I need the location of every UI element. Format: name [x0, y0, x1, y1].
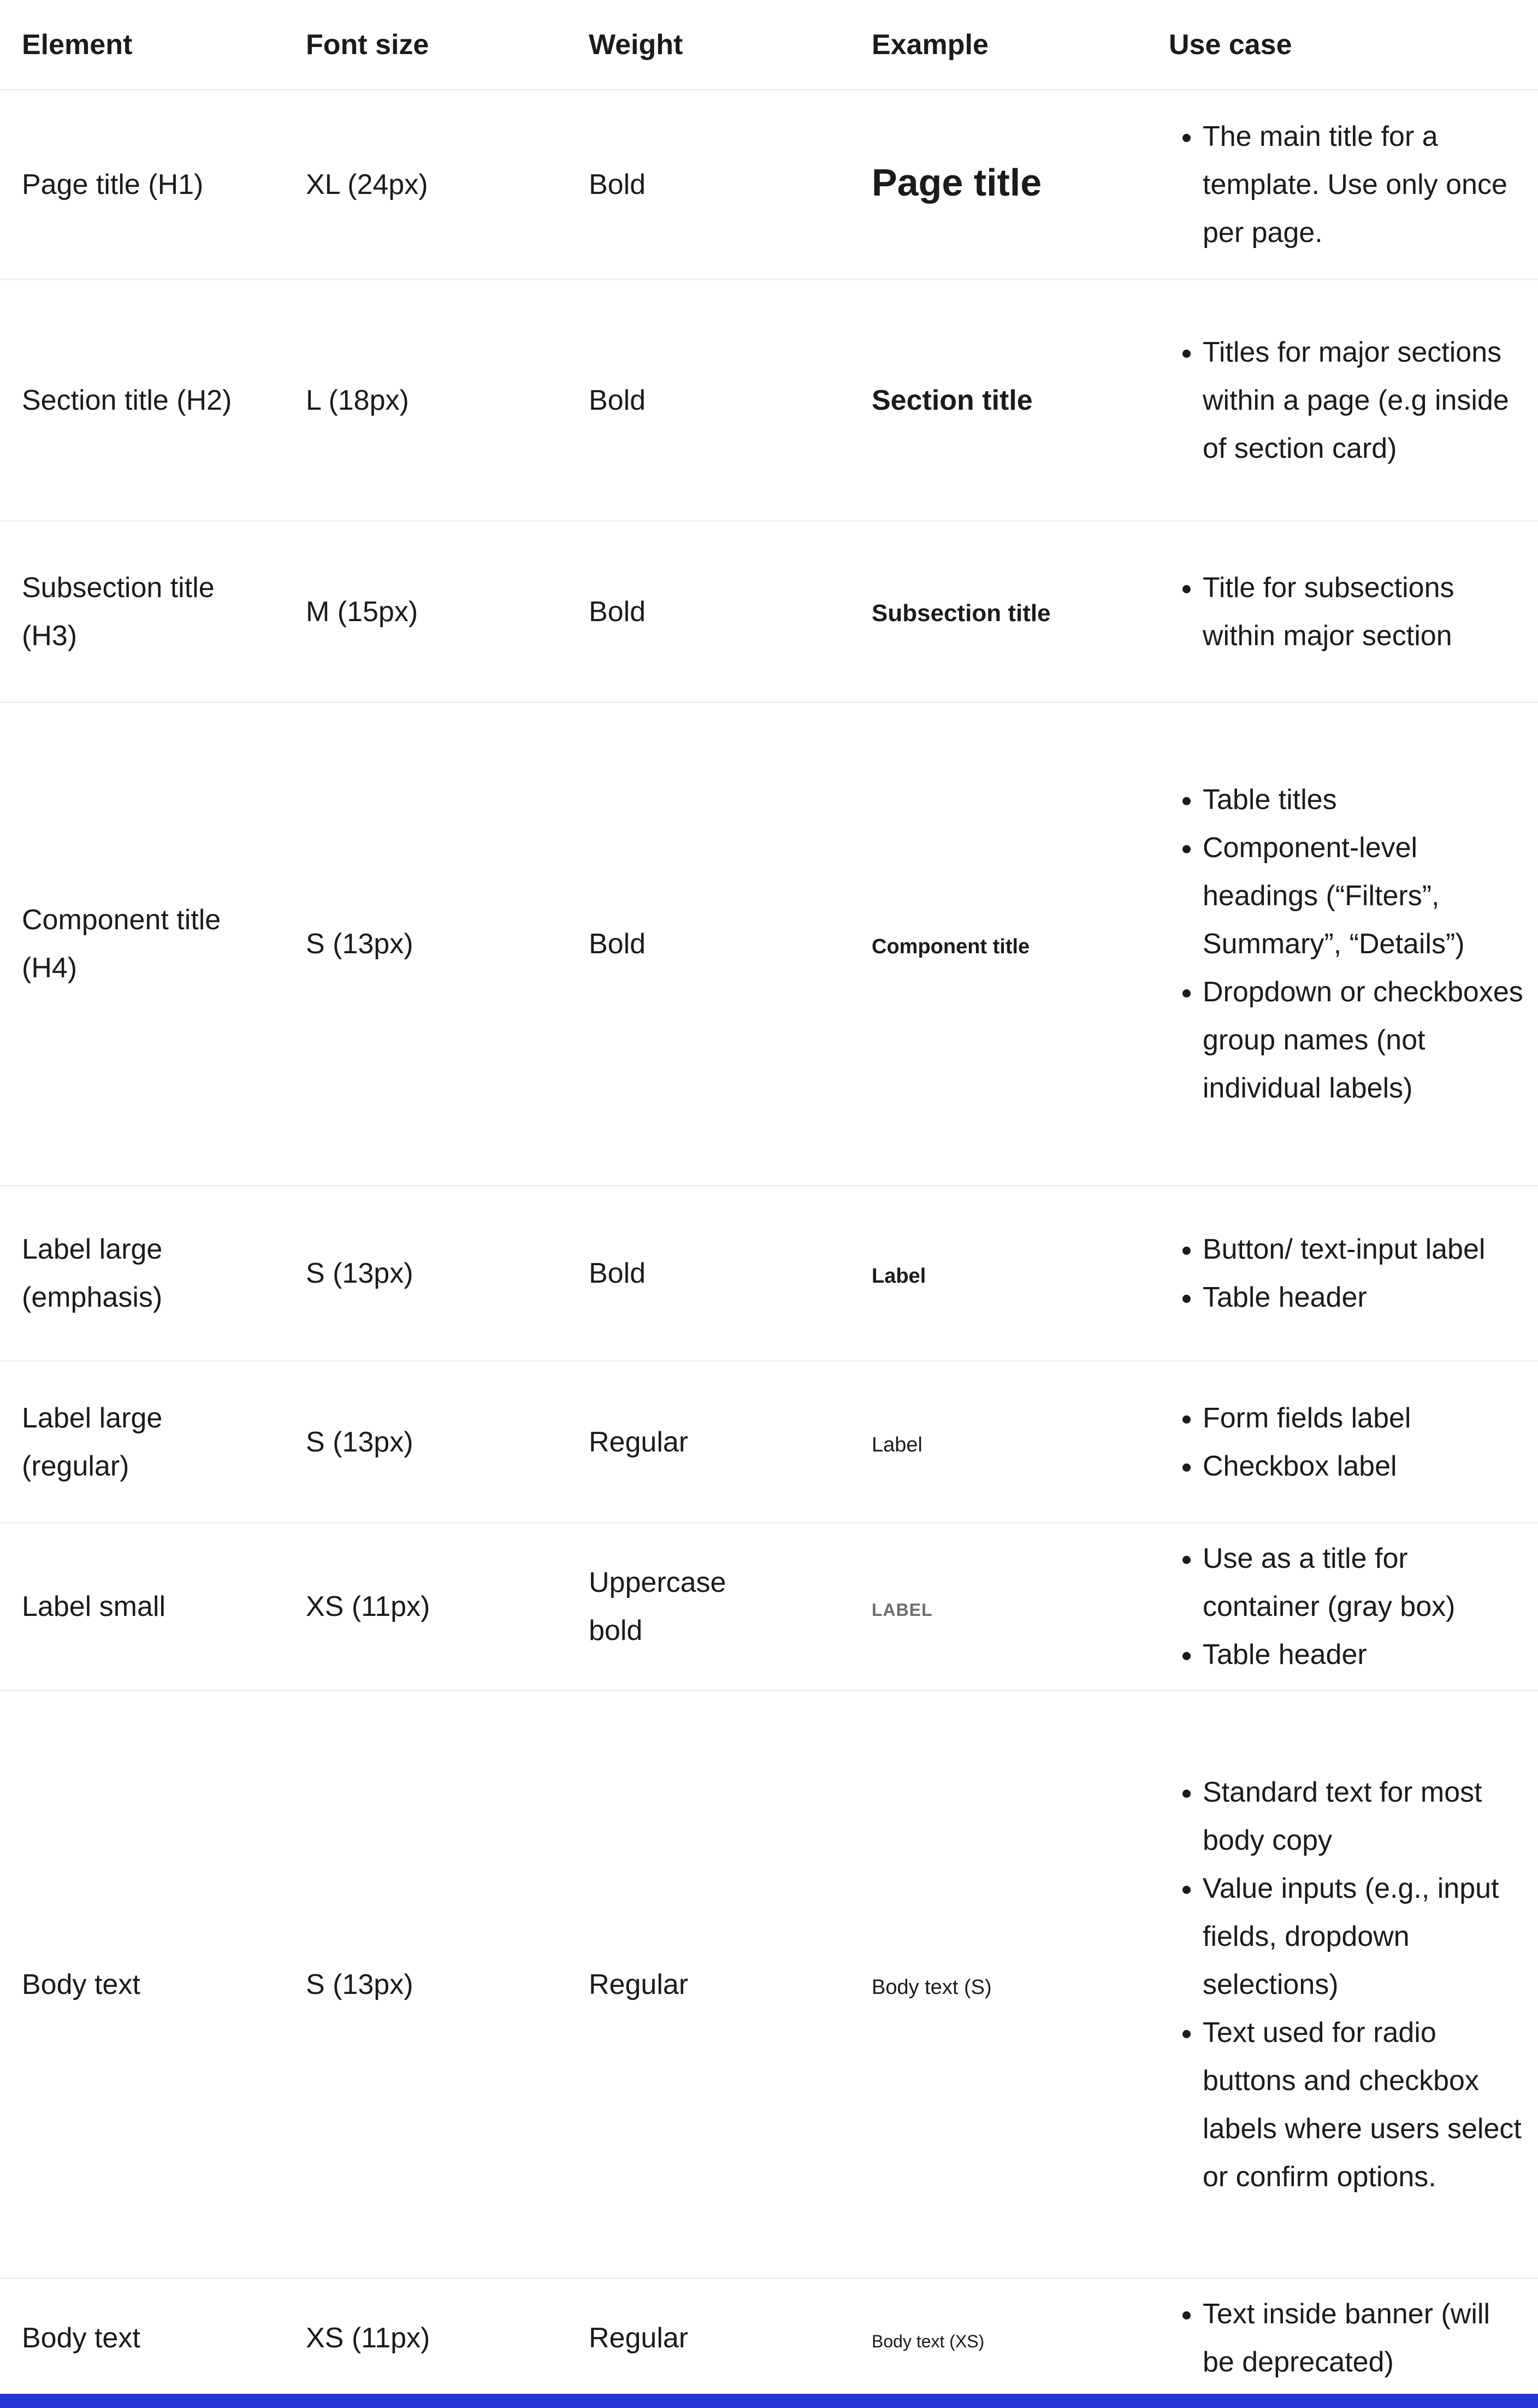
example-body-text-xs: Body text (XS)	[872, 2332, 985, 2351]
column-header-use-case: Use case	[1169, 28, 1292, 61]
element-name: Body text	[22, 2322, 140, 2354]
use-case-item: • Checkbox label	[1203, 1442, 1525, 1490]
table-row-label-large-regular	[0, 1360, 1538, 1522]
use-case-item: • Use as a title for container (gray box)	[1203, 1534, 1525, 1631]
column-header-weight: Weight	[589, 28, 683, 61]
font-size-value: S (13px)	[306, 1426, 413, 1458]
example-label-emphasis: Label	[872, 1265, 926, 1288]
font-size-value: XS (11px)	[306, 1591, 430, 1622]
table-header-row	[0, 0, 1538, 89]
use-case-item: • Dropdown or checkboxes group names (not individual labels)	[1203, 968, 1525, 1112]
table-row-section-title-h2	[0, 279, 1538, 520]
use-case-item: • The main title for a template. Use only once per page.	[1203, 113, 1525, 257]
use-case-list	[1169, 553, 1538, 671]
example-subsection-title: Subsection title	[872, 599, 1051, 627]
table-row-body-text-xs	[0, 2277, 1538, 2397]
table-row-label-large-emphasis	[0, 1185, 1538, 1360]
element-name: Label small	[22, 1591, 166, 1622]
use-case-list	[1169, 1214, 1538, 1332]
column-header-font-size: Font size	[306, 28, 429, 61]
use-case-item: • Titles for major sections within a page (e.g inside of section card)	[1203, 328, 1525, 473]
font-size-value: XS (11px)	[306, 2322, 430, 2354]
font-size-value: S (13px)	[306, 1968, 413, 2000]
weight-value: Bold	[589, 595, 646, 628]
example-label-small: LABEL	[872, 1600, 933, 1620]
table-row-subsection-title-h3	[0, 520, 1538, 701]
use-case-item: • Text used for radio buttons and checkbox labels where users select or confirm options.	[1203, 2009, 1525, 2201]
element-name: Label large (emphasis)	[22, 1233, 163, 1313]
font-size-value: M (15px)	[306, 595, 418, 628]
table-row-label-small	[0, 1522, 1538, 1690]
table-row-component-title-h4	[0, 701, 1538, 1185]
use-case-item: • Table titles	[1203, 776, 1525, 824]
use-case-item: • Form fields label	[1203, 1394, 1525, 1442]
element-name: Section title (H2)	[22, 384, 232, 416]
use-case-list	[1169, 765, 1538, 1123]
weight-value: Regular	[589, 1968, 689, 2000]
use-case-list	[1169, 102, 1538, 268]
bottom-accent-bar	[0, 2394, 1538, 2408]
table-row-body-text-s	[0, 1690, 1538, 2277]
example-label-regular: Label	[872, 1433, 922, 1456]
font-size-value: S (13px)	[306, 1258, 413, 1289]
weight-value: Bold	[589, 384, 646, 416]
use-case-list	[1169, 1383, 1538, 1501]
font-size-value: XL (24px)	[306, 169, 428, 200]
font-size-value: S (13px)	[306, 928, 413, 960]
example-component-title: Component title	[872, 935, 1030, 958]
use-case-item: • Standard text for most body copy	[1203, 1768, 1525, 1864]
use-case-list	[1169, 317, 1538, 483]
use-case-item: • Component-level headings (“Filters”, Summary”, “Details”)	[1203, 824, 1525, 968]
weight-value: Bold	[589, 928, 646, 960]
use-case-list	[1169, 1757, 1538, 2212]
use-case-list	[1169, 1524, 1538, 1690]
column-header-example: Example	[872, 28, 989, 61]
weight-value: Bold	[589, 169, 646, 200]
use-case-item: • Table header	[1203, 1631, 1525, 1679]
weight-value: Bold	[589, 1258, 646, 1289]
table-row-page-title-h1	[0, 89, 1538, 279]
use-case-list	[1169, 2279, 1538, 2397]
column-header-element: Element	[22, 28, 133, 61]
element-name: Label large (regular)	[22, 1402, 163, 1482]
element-name: Component title (H4)	[22, 904, 221, 984]
example-body-text-s: Body text (S)	[872, 1975, 992, 1999]
use-case-item: • Title for subsections within major section	[1203, 564, 1525, 660]
element-name: Page title (H1)	[22, 169, 204, 200]
use-case-item: • Value inputs (e.g., input fields, dropdown selections)	[1203, 1864, 1525, 2009]
element-name: Subsection title (H3)	[22, 571, 215, 652]
weight-value: Regular	[589, 1426, 689, 1458]
example-page-title: Page title	[872, 161, 1042, 204]
example-section-title: Section title	[872, 384, 1033, 416]
use-case-item: • Text inside banner (will be deprecated)	[1203, 2290, 1525, 2386]
element-name: Body text	[22, 1968, 140, 2000]
weight-value: Regular	[589, 2322, 689, 2354]
use-case-item: • Table header	[1203, 1273, 1525, 1321]
font-size-value: L (18px)	[306, 384, 409, 416]
use-case-item: • Button/ text-input label	[1203, 1225, 1525, 1273]
weight-value: Uppercase bold	[589, 1567, 726, 1646]
